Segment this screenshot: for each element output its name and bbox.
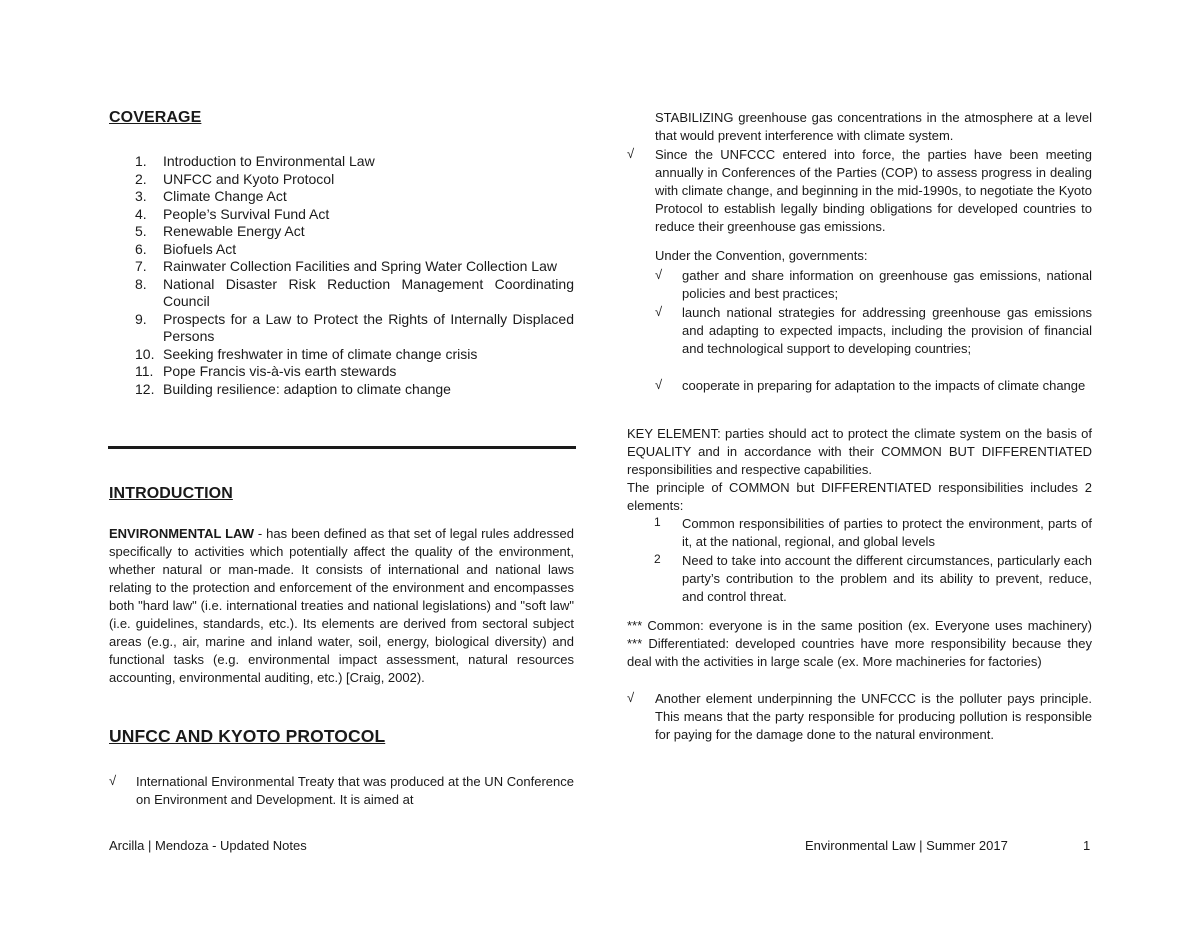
check-icon: √	[655, 377, 663, 392]
list-number: 2	[654, 552, 661, 566]
list-item: 8. National Disaster Risk Reduction Management Coordinating Council	[135, 275, 574, 309]
convention-item: cooperate in preparing for adaptation to the impacts of climate change	[682, 378, 1086, 393]
list-item: 12. Building resilience: adaption to climate change	[135, 380, 451, 397]
principle-item: Need to take into account the different circumstances, particularly each party’s contribution to the problem and its ability to prevent, reduce, and control threat.	[682, 553, 1092, 604]
list-item: 3. Climate Change Act	[135, 188, 287, 204]
unfcc-heading: UNFCC AND KYOTO PROTOCOL	[109, 726, 386, 746]
polluter-pays-item: Another element underpinning the UNFCCC is the polluter pays principle. This means that the party responsible for producing pollution is responsible for paying for the damage done to the natural environment.	[655, 691, 1092, 742]
common-differentiated-note: *** Common: everyone is in the same position (ex. Everyone uses machinery) *** Differentiated: developed countries have more responsibility because they deal with the activities in large scale (ex. More machineries for factories)	[627, 618, 1092, 669]
page-number: 1	[1083, 838, 1091, 853]
coverage-list	[108, 153, 574, 398]
list-item: 7. Rainwater Collection Facilities and Spring Water Collection Law	[135, 258, 557, 274]
list-item: 9. Prospects for a Law to Protect the Rights of Internally Displaced Persons	[135, 310, 574, 344]
check-icon: √	[655, 267, 663, 282]
convention-intro: Under the Convention, governments:	[655, 248, 868, 263]
footer-left: Arcilla | Mendoza - Updated Notes	[109, 838, 307, 853]
list-item: 6. Biofuels Act	[135, 240, 237, 257]
stabilizing-paragraph: STABILIZING greenhouse gas concentrations in the atmosphere at a level that would prevent interference with climate system.	[655, 110, 1092, 143]
section-divider	[108, 446, 576, 449]
list-item: 5. Renewable Energy Act	[135, 223, 305, 239]
key-element-paragraph: KEY ELEMENT: parties should act to protect the climate system on the basis of EQUALITY and in accordance with their COMMON BUT DIFFERENTIATED responsibilities and respective capabilities.	[627, 426, 1092, 477]
principle-item: Common responsibilities of parties to protect the environment, parts of it, at the national, regional, and global levels	[682, 516, 1092, 549]
principle-paragraph: The principle of COMMON but DIFFERENTIATED responsibilities includes 2 elements:	[627, 480, 1092, 513]
convention-item: gather and share information on greenhouse gas emissions, national policies and best practices;	[682, 268, 1092, 301]
coverage-heading: COVERAGE	[109, 109, 202, 126]
list-item: 4. People’s Survival Fund Act	[135, 205, 330, 222]
list-item: 10. Seeking freshwater in time of climate change crisis	[135, 345, 478, 362]
list-item: 11. Pope Francis vis-à-vis earth stewards	[135, 363, 397, 379]
check-icon: √	[109, 773, 117, 788]
list-item: 2. UNFCC and Kyoto Protocol	[135, 170, 335, 187]
list-item: 1. Introduction to Environmental Law	[135, 153, 375, 169]
environmental-law-paragraph: ENVIRONMENTAL LAW - has been defined as that set of legal rules addressed specifically to activities which potentially affect the quality of the environment, whether natural or man-made. It consists of international and national laws relating to the protection and enforcement of the environment and encompasses both "hard law" (i.e. international treaties and national legislations) and "soft law" (i.e. guidelines, standards, etc.). Its elements are derived from sectoral subject areas (e.g., air, marine and inland water, soil, energy, biological diversity) and functional tasks (e.g. environmental impact assessment, natural resources accounting, environmental auditing, etc.) [Craig, 2002).	[109, 526, 574, 685]
cop-item: Since the UNFCCC entered into force, the parties have been meeting annually in Conferences of the Parties (COP) to assess progress in dealing with climate change, and beginning in the mid-1990s, to negotiate the Kyoto Protocol to establish legally binding obligations for developed countries to reduce their greenhouse gas emissions.	[655, 147, 1092, 234]
convention-item: launch national strategies for addressing greenhouse gas emissions and adapting to expected impacts, including the provision of financial and technological support to developing countries;	[682, 305, 1092, 356]
footer-center: Environmental Law | Summer 2017	[805, 838, 1008, 853]
check-icon: √	[627, 690, 635, 705]
unfcc-treaty-item: International Environmental Treaty that was produced at the UN Conference on Environment and Development. It is aimed at	[136, 774, 574, 807]
environmental-law-term: ENVIRONMENTAL LAW	[109, 526, 254, 541]
introduction-heading: INTRODUCTION	[109, 485, 233, 502]
list-number: 1	[654, 515, 661, 529]
check-icon: √	[627, 146, 635, 161]
check-icon: √	[655, 304, 663, 319]
